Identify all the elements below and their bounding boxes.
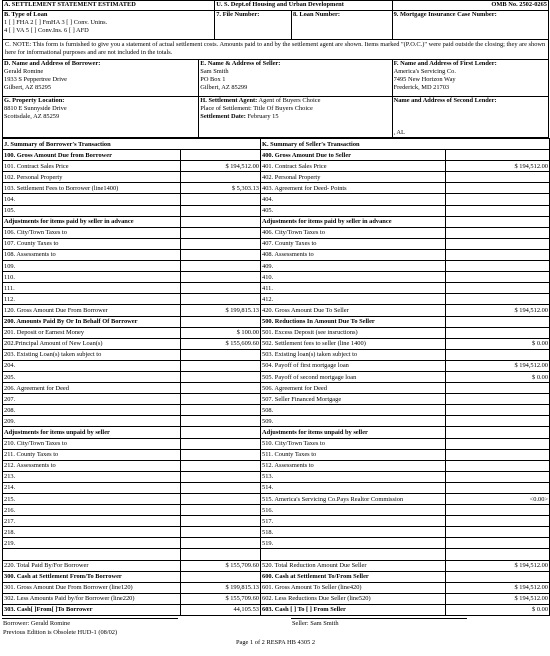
borrower-item-amount [181,216,261,227]
seller-item-label: 406. City/Town Taxes to [261,227,446,238]
seller-item-amount [446,460,550,471]
seller-item-label: 508. [261,405,446,416]
omb-number: OMB No. 2502-0265 [392,1,548,10]
borrower-item-amount [181,150,261,161]
settlement-date-value: February 15 [247,113,279,120]
seller-item-label: 507. Seller Financed Mortgage [261,394,446,405]
property-address-2: Scottsdale, AZ 85259 [4,113,60,120]
borrower-item-amount [181,538,261,549]
borrower-item-amount [181,172,261,183]
table-row [3,172,550,183]
lender-block [392,60,548,96]
note-text: C. NOTE: This form is furnished to give you a statement of actual settlement costs. Amounts paid to and by the settlement agent are shown. Items marked "(P.O.C.)" were paid outside the closing; they are shown here for informational purposes and are not included in the totals. [5,41,546,56]
seller-item-amount: $ 0.00 [446,338,550,349]
borrower-item-label: 111. [3,283,181,294]
borrower-item-amount [181,516,261,527]
borrower-item-label: 214. [3,482,181,493]
seller-item-amount: <0.00> [446,494,550,505]
borrower-item-label: 203. Existing Loan(s) taken subject to [3,349,181,360]
borrower-item-label: 212. Assessments to [3,460,181,471]
table-row [3,305,550,316]
settlement-agent-block [198,97,391,137]
borrower-item-label [3,549,181,560]
borrower-label: D. Name and Address of Borrower: [4,60,101,67]
borrower-item-amount [181,505,261,516]
borrower-item-amount: 44,105.53 [181,604,261,615]
borrower-item-label: 202.Principal Amount of New Loan(s) [3,338,181,349]
borrower-item-label: 112. [3,294,181,305]
seller-item-amount [446,449,550,460]
borrower-summary-title: J. Summary of Borrower's Transaction [3,139,261,150]
seller-item-amount [446,416,550,427]
borrower-item-label: 301. Gross Amount Due From Borrower (line120) [3,582,181,593]
seller-item-label: 520. Total Reduction Amount Due Seller [261,560,446,571]
seller-item-label: 517. [261,516,446,527]
borrower-item-amount [181,416,261,427]
seller-item-label: 518. [261,527,446,538]
borrower-item-label: 104. [3,194,181,205]
table-row [3,183,550,194]
borrower-address-2: Gilbert, AZ 85295 [4,84,52,91]
borrower-name: Gerald Romine [4,68,44,75]
table-row [3,549,550,560]
seller-item-amount [446,527,550,538]
borrower-item-label: 110. [3,272,181,283]
borrower-item-amount: $ 155,709.60 [181,593,261,604]
seller-item-amount [446,327,550,338]
seller-address-1: PO Box 1 [200,76,226,83]
footer [2,616,549,656]
seller-item-amount [446,427,550,438]
seller-item-amount: $ 194,512.00 [446,360,550,371]
seller-item-amount [446,471,550,482]
borrower-item-label: 103. Settlement Fees to Borrower (line1400) [3,183,181,194]
seller-item-label: 411. [261,283,446,294]
borrower-signature-line [2,618,178,619]
seller-item-amount: $ 194,512.00 [446,305,550,316]
previous-edition-note: Previous Edition is Obsolete HUD-1 (08/02) [3,629,118,637]
borrower-item-amount [181,394,261,405]
table-row [3,161,550,172]
settlement-agent-value: Agent of Buyers Choice [258,97,321,104]
borrower-item-amount [181,371,261,382]
borrower-item-label: 204. [3,360,181,371]
seller-item-amount [446,294,550,305]
borrower-item-amount [181,427,261,438]
table-row [3,460,550,471]
borrower-item-label: 200. Amounts Paid By Or In Behalf Of Borrower [3,316,181,327]
seller-item-amount [446,405,550,416]
borrower-item-amount [181,549,261,560]
table-row [3,272,550,283]
borrower-item-amount: $ 155,709.60 [181,560,261,571]
table-row [3,383,550,394]
seller-item-label: 400. Gross Amount Due to Seller [261,150,446,161]
seller-item-label: 505. Payoff of second mortgage loan [261,371,446,382]
seller-item-label: 513. [261,471,446,482]
table-row [3,427,550,438]
summary-header-row [3,139,550,150]
seller-item-label: 602. Less Reductions Due Seller (line520) [261,593,446,604]
seller-item-amount [446,238,550,249]
table-row [3,505,550,516]
borrower-item-amount [181,494,261,505]
seller-item-label: 506. Agreement for Deed [261,383,446,394]
borrower-item-amount [181,194,261,205]
table-row [3,516,550,527]
borrower-item-amount [181,405,261,416]
settlement-statement [2,0,549,656]
borrower-item-amount [181,571,261,582]
borrower-item-amount: $ 194,512.00 [181,161,261,172]
seller-name: Sam Smith [200,68,229,75]
table-row [3,494,550,505]
seller-label: E. Name & Address of Seller: [200,60,281,67]
table-row [3,227,550,238]
table-row [3,571,550,582]
seller-item-label: 410. [261,272,446,283]
seller-item-label: 515. America's Servicing Co.Pays Realtor Commission [261,494,446,505]
table-row [3,582,550,593]
seller-item-amount [446,394,550,405]
lender-label: F. Name and Address of First Lender: [393,60,497,67]
borrower-item-amount [181,261,261,272]
lender-address-2: Frederick, MD 21703 [393,84,450,91]
borrower-item-label: Adjustments for items paid by seller in advance [3,216,181,227]
borrower-item-label: 100. Gross Amount Due from Borrower [3,150,181,161]
borrower-item-amount [181,283,261,294]
borrower-item-amount [181,272,261,283]
borrower-item-label: 211. County Taxes to [3,449,181,460]
seller-item-label: 514. [261,482,446,493]
borrower-item-label: 109. [3,261,181,272]
table-row [3,371,550,382]
seller-item-label: Adjustments for items paid by seller in advance [261,216,446,227]
table-row [3,238,550,249]
borrower-item-label: 217. [3,516,181,527]
loan-number-label: 8. Loan Number: [291,11,392,39]
seller-item-label: 502. Settlement fees to seller (line 1400) [261,338,446,349]
borrower-item-label: 207. [3,394,181,405]
seller-item-label: 603. Cash [ ] To [ ] From Seller [261,604,446,615]
borrower-item-amount [181,316,261,327]
seller-item-label: 511. County Taxes to [261,449,446,460]
table-row [3,416,550,427]
seller-item-label: 503. Existing loan(s) taken subject to [261,349,446,360]
seller-signature-line [291,618,467,619]
table-row [3,249,550,260]
borrower-item-label: 205. [3,371,181,382]
seller-item-amount [446,538,550,549]
table-row [3,593,550,604]
seller-block [198,60,391,96]
table-row [3,538,550,549]
borrower-item-label: 201. Deposit or Earnest Money [3,327,181,338]
seller-item-amount: $ 0.00 [446,604,550,615]
borrower-item-label: 218. [3,527,181,538]
seller-item-amount: $ 194,512.00 [446,560,550,571]
seller-item-label: 412. [261,294,446,305]
page-info: Page 1 of 2 RESPA HB 4305 2 [235,639,316,647]
parties-row [2,60,549,97]
table-row [3,216,550,227]
borrower-item-amount [181,349,261,360]
borrower-item-label: 107. County Taxes to [3,238,181,249]
place-of-settlement-label: Place of Settlement: [200,105,252,112]
seller-item-label: Adjustments for items unpaid by seller [261,427,446,438]
seller-signature-label: Seller: Sam Smith [292,620,339,628]
lender-address-1: 7495 New Horizon Way [393,76,456,83]
seller-item-amount [446,516,550,527]
borrower-item-label: 302. Less Amounts Paid by/for Borrower (line220) [3,593,181,604]
seller-summary-title: K. Summary of Seller's Transaction [261,139,550,150]
table-row [3,527,550,538]
loan-type [3,11,214,39]
seller-item-amount [446,261,550,272]
seller-item-amount [446,249,550,260]
borrower-item-amount [181,460,261,471]
seller-item-amount [446,316,550,327]
table-row [3,205,550,216]
borrower-item-label: 220. Total Paid By/For Borrower [3,560,181,571]
second-lender-label: Name and Address of Second Lender: [393,97,497,104]
seller-item-amount [446,172,550,183]
borrower-item-label: 300. Cash at Settlement From/To Borrower [3,571,181,582]
table-row [3,338,550,349]
property-location-label: G. Property Location: [4,97,65,104]
borrower-item-label: 303. Cash[ ]From[ ]To Borrower [3,604,181,615]
seller-item-label: 402. Personal Property [261,172,446,183]
borrower-item-amount [181,294,261,305]
borrower-signature-label: Borrower: Gerald Romine [3,620,71,628]
seller-item-label: 409. [261,261,446,272]
file-number-label: 7. File Number: [214,11,291,39]
table-row [3,471,550,482]
borrower-item-label: 120. Gross Amount Due From Borrower [3,305,181,316]
borrower-item-amount: $ 5,303.13 [181,183,261,194]
seller-item-label: 510. City/Town Taxes to [261,438,446,449]
borrower-item-label: 206. Agreement for Deed [3,383,181,394]
seller-item-amount [446,216,550,227]
seller-item-label [261,549,446,560]
note-row [2,40,549,60]
borrower-item-label: 101. Contract Sales Price [3,161,181,172]
table-row [3,438,550,449]
seller-item-label: 600. Cash at Settlement To/From Seller [261,571,446,582]
seller-item-amount: $ 0.00 [446,371,550,382]
borrower-item-amount [181,527,261,538]
borrower-item-label: 213. [3,471,181,482]
borrower-item-label: 208. [3,405,181,416]
table-row [3,261,550,272]
borrower-item-label: 209. [3,416,181,427]
borrower-address-1: 1933 S Peppertree Drive [4,76,68,83]
header-row [2,0,549,11]
seller-item-amount [446,272,550,283]
seller-item-label: 601. Gross Amount To Seller (line420) [261,582,446,593]
borrower-item-label: 219. [3,538,181,549]
second-lender-value: , AL [393,129,405,136]
borrower-item-amount: $ 155,609.60 [181,338,261,349]
table-row [3,327,550,338]
seller-item-label: 401. Contract Sales Price [261,161,446,172]
agency-name: U. S. Dept.of Housing and Urban Development [214,1,391,10]
seller-item-label: 420. Gross Amount Due To Seller [261,305,446,316]
borrower-item-label: 108. Assessments to [3,249,181,260]
table-row [3,405,550,416]
table-row [3,316,550,327]
table-row [3,449,550,460]
seller-item-label: 501. Excess Deposit (see insructions) [261,327,446,338]
seller-item-label: 405. [261,205,446,216]
loan-type-options-1: 1 [ ] FHA 2 [ ] FmHA 3 [ ] Conv. Unins. [4,19,108,26]
seller-item-label: 504. Payoff of first mortgage loan [261,360,446,371]
borrower-item-amount [181,383,261,394]
lender-name: America's Servicing Co. [393,68,456,75]
seller-item-amount [446,205,550,216]
seller-item-amount [446,571,550,582]
seller-item-amount [446,150,550,161]
borrower-item-amount [181,438,261,449]
borrower-item-amount: $ 100.00 [181,327,261,338]
seller-item-amount: $ 194,512.00 [446,161,550,172]
seller-item-amount: $ 194,512.00 [446,582,550,593]
summary-table [2,138,550,616]
seller-item-label: 509. [261,416,446,427]
property-address-1: 8810 E Sunnyside Drive [4,105,67,112]
borrower-item-label: 215. [3,494,181,505]
seller-item-label: 408. Assessments to [261,249,446,260]
seller-item-amount [446,227,550,238]
loan-type-label: B. Type of Loan [4,11,48,18]
borrower-item-amount [181,249,261,260]
borrower-item-label: 102. Personal Property [3,172,181,183]
borrower-item-label: Adjustments for items unpaid by seller [3,427,181,438]
borrower-item-amount: $ 199,815.13 [181,305,261,316]
borrower-item-label: 106. City/Town Taxes to [3,227,181,238]
mortgage-case-label: 9. Mortgage Insurance Case Number: [392,11,548,39]
seller-item-amount [446,482,550,493]
place-of-settlement-value: Title Of Buyers Choice [253,105,313,112]
table-row [3,604,550,615]
borrower-item-label: 210. City/Town Taxes to [3,438,181,449]
table-row [3,150,550,161]
borrower-item-label: 216. [3,505,181,516]
table-row [3,283,550,294]
seller-item-amount [446,349,550,360]
seller-item-amount [446,438,550,449]
loan-row [2,11,549,40]
settlement-agent-label: H. Settlement Agent: [200,97,258,104]
seller-item-amount [446,505,550,516]
seller-item-label: 519. [261,538,446,549]
borrower-item-amount [181,238,261,249]
borrower-item-amount [181,471,261,482]
seller-item-label: 404. [261,194,446,205]
seller-item-label: 516. [261,505,446,516]
seller-item-label: 500. Reductions In Amount Due To Seller [261,316,446,327]
borrower-item-amount [181,205,261,216]
seller-item-amount [446,194,550,205]
loan-type-options-2: 4 [ ] VA 5 [ ] Conv.Ins. 6 [ ] AFD [4,27,89,34]
borrower-item-amount: $ 199,815.13 [181,582,261,593]
borrower-item-amount [181,449,261,460]
seller-item-amount [446,383,550,394]
borrower-block [3,60,198,96]
seller-item-amount [446,183,550,194]
seller-item-label: 403. Agreement for Deed- Points [261,183,446,194]
seller-item-amount [446,283,550,294]
table-row [3,560,550,571]
property-location-block [3,97,198,137]
property-row [2,97,549,138]
seller-item-label: 512. Assessments to [261,460,446,471]
seller-item-label: 407. County Taxes to [261,238,446,249]
settlement-date-label: Settlement Date: [200,113,246,120]
borrower-item-amount [181,360,261,371]
table-row [3,482,550,493]
table-row [3,294,550,305]
seller-address-2: Gilbert, AZ 85299 [200,84,248,91]
second-lender-block [392,97,548,137]
borrower-item-label: 105. [3,205,181,216]
table-row [3,394,550,405]
form-title: A. SETTLEMENT STATEMENT ESTIMATED [4,1,136,8]
table-row [3,360,550,371]
seller-item-amount: $ 194,512.00 [446,593,550,604]
table-row [3,349,550,360]
borrower-item-amount [181,482,261,493]
seller-item-amount [446,549,550,560]
table-row [3,194,550,205]
borrower-item-amount [181,227,261,238]
